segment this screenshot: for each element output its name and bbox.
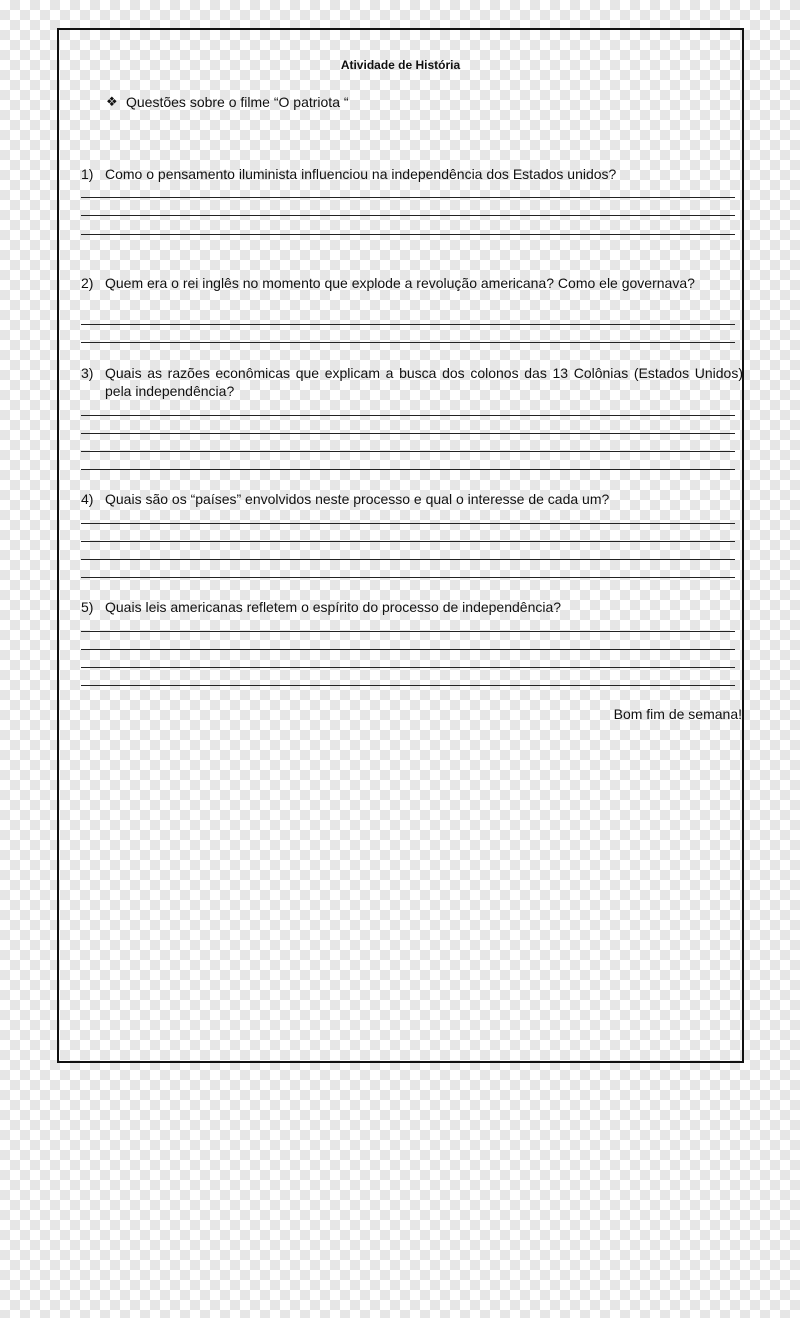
answer-line <box>81 324 735 325</box>
question-5 <box>81 598 743 616</box>
question-1 <box>81 165 743 183</box>
question-number: 3) <box>81 365 94 381</box>
answer-line <box>81 649 735 650</box>
answer-line <box>81 541 735 542</box>
question-text: Quais leis americanas refletem o espírito do processo de independência? <box>105 599 562 615</box>
closing-text: Bom fim de semana! <box>613 706 742 722</box>
page-title: Atividade de História <box>340 58 461 72</box>
question-2 <box>81 274 743 292</box>
diamond-bullet-icon: ❖ <box>106 94 118 109</box>
question-number: 2) <box>81 275 94 291</box>
answer-line <box>81 215 735 216</box>
answer-line <box>81 685 735 686</box>
question-3 <box>81 364 743 400</box>
answer-line <box>81 433 735 434</box>
answer-line <box>81 197 735 198</box>
answer-line <box>81 415 735 416</box>
worksheet-page <box>57 28 744 1063</box>
question-number: 4) <box>81 491 94 507</box>
question-number: 5) <box>81 599 94 615</box>
answer-line <box>81 631 735 632</box>
answer-line <box>81 234 735 235</box>
question-text: Quais são os “países” envolvidos neste processo e qual o interesse de cada um? <box>105 491 610 507</box>
answer-line <box>81 559 735 560</box>
answer-line <box>81 523 735 524</box>
subtitle <box>106 94 349 110</box>
subtitle-text: Questões sobre o filme “O patriota “ <box>126 94 349 110</box>
question-text: Quem era o rei inglês no momento que explode a revolução americana? Como ele governava? <box>105 275 695 291</box>
answer-line <box>81 469 735 470</box>
question-text: Quais as razões econômicas que explicam a busca dos colonos das 13 Colônias (Estados Unidos) pela independência? <box>105 365 743 399</box>
question-text: Como o pensamento iluminista influenciou na independência dos Estados unidos? <box>105 166 617 182</box>
question-number: 1) <box>81 166 94 182</box>
answer-line <box>81 667 735 668</box>
answer-line <box>81 451 735 452</box>
question-4 <box>81 490 743 508</box>
answer-line <box>81 342 735 343</box>
answer-line <box>81 577 735 578</box>
